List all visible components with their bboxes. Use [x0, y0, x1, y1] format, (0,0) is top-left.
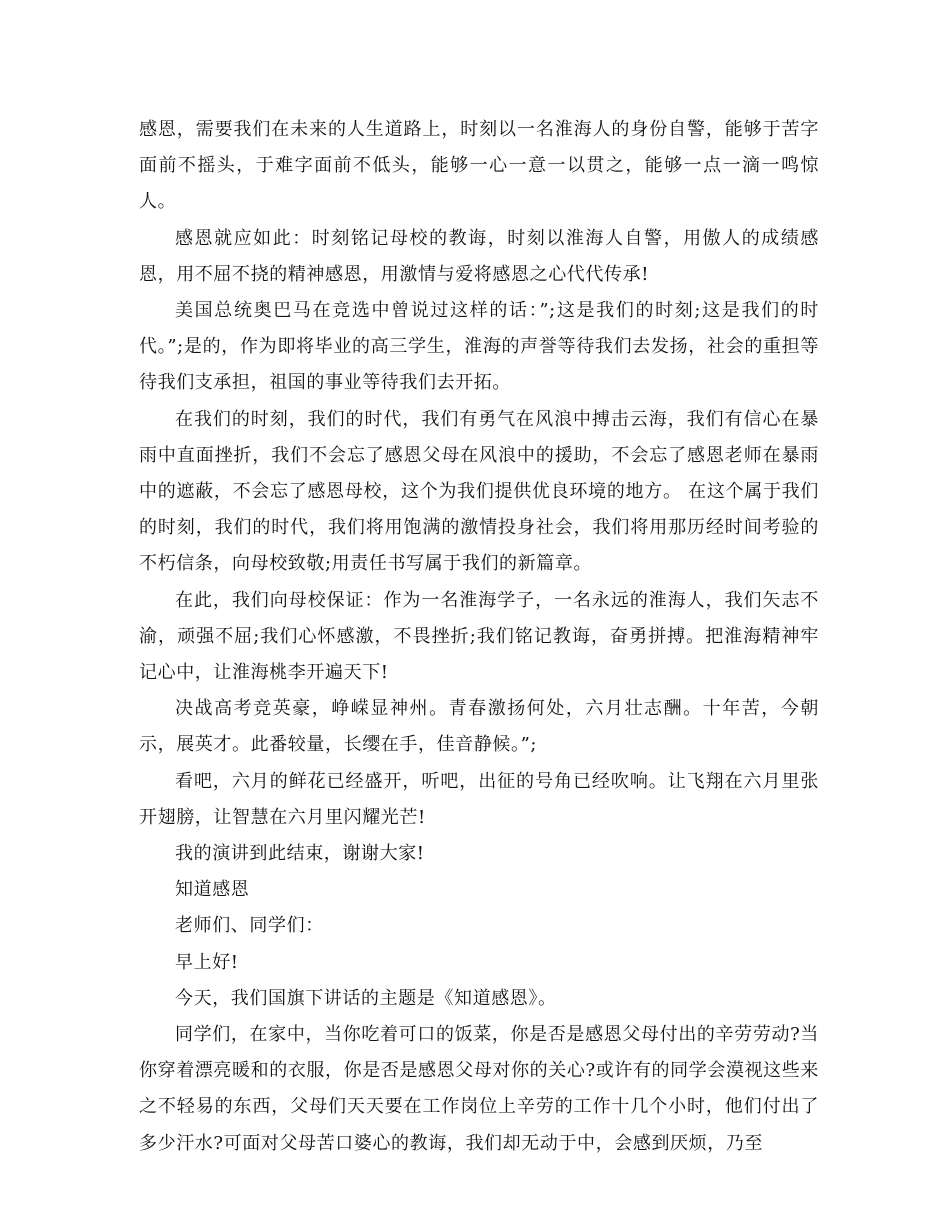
salutation: 老师们、同学们：	[175, 915, 324, 937]
paragraph-body: 同学们，在家中，当你吃着可口的饭菜，你是否是感恩父母付出的辛劳劳动?当你穿着漂亮暖和的衣服，你是否是感恩父母对你的关心?或许有的同学会漠视这些来之不轻易的东西，父母们天天要在工作岗位上辛劳的工作十几个小时，他们付出了多少汗水?可面对父母苦口婆心的教诲，我们却无动于中，会感到厌烦，乃至	[139, 1024, 819, 1154]
section-heading: 知道感恩	[175, 879, 250, 901]
paragraph-3: 美国总统奥巴马在竞选中曾说过这样的话：”;这是我们的时刻;这是我们的时代。”;是的，作为即将毕业的高三学生，淮海的声誉等待我们去发扬，社会的重担等待我们支承担，祖国的事业等待我们去开拓。	[139, 300, 819, 394]
paragraph-5: 在此，我们向母校保证：作为一名淮海学子，一名永远的淮海人，我们矢志不渝，顽强不屈;我们心怀感激，不畏挫折;我们铭记教诲，奋勇拼搏。把淮海精神牢记心中，让淮海桃李开遍天下!	[139, 589, 819, 684]
paragraph-topic: 今天，我们国旗下讲话的主题是《知道感恩》。	[175, 987, 557, 1009]
document-body	[139, 112, 819, 1162]
paragraph-2: 感恩就应如此：时刻铭记母校的教诲，时刻以淮海人自警，用傲人的成绩感恩，用不屈不挠的精神感恩，用激情与爱将感恩之心代代传承!	[139, 227, 819, 285]
paragraph-7: 看吧，六月的鲜花已经盛开，听吧，出征的号角已经吹响。让飞翔在六月里张开翅膀，让智慧在六月里闪耀光芒!	[139, 770, 819, 828]
paragraph-4: 在我们的时刻，我们的时代，我们有勇气在风浪中搏击云海，我们有信心在暴雨中直面挫折，我们不会忘了感恩父母在风浪中的援助，不会忘了感恩老师在暴雨中的遮蔽，不会忘了感恩母校，这个为我们提供优良环境的地方。 在这个属于我们的时刻，我们的时代，我们将用饱满的激情投身社会，我们将用那历经时间考验的不朽信条，向母校致敬;用责任书写属于我们的新篇章。	[139, 408, 819, 575]
paragraph-8: 我的演讲到此结束，谢谢大家!	[175, 843, 425, 865]
paragraph-1: 感恩，需要我们在未来的人生道路上，时刻以一名淮海人的身份自警，能够于苦字面前不摇头，于难字面前不低头，能够一心一意一以贯之，能够一点一滴一鸣惊人。	[139, 119, 819, 213]
paragraph-6: 决战高考竞英豪，峥嵘显神州。青春激扬何处，六月壮志酬。十年苦，今朝示，展英才。此番较量，长缨在手，佳音静候。”;	[139, 698, 819, 756]
greeting: 早上好!	[175, 951, 239, 973]
